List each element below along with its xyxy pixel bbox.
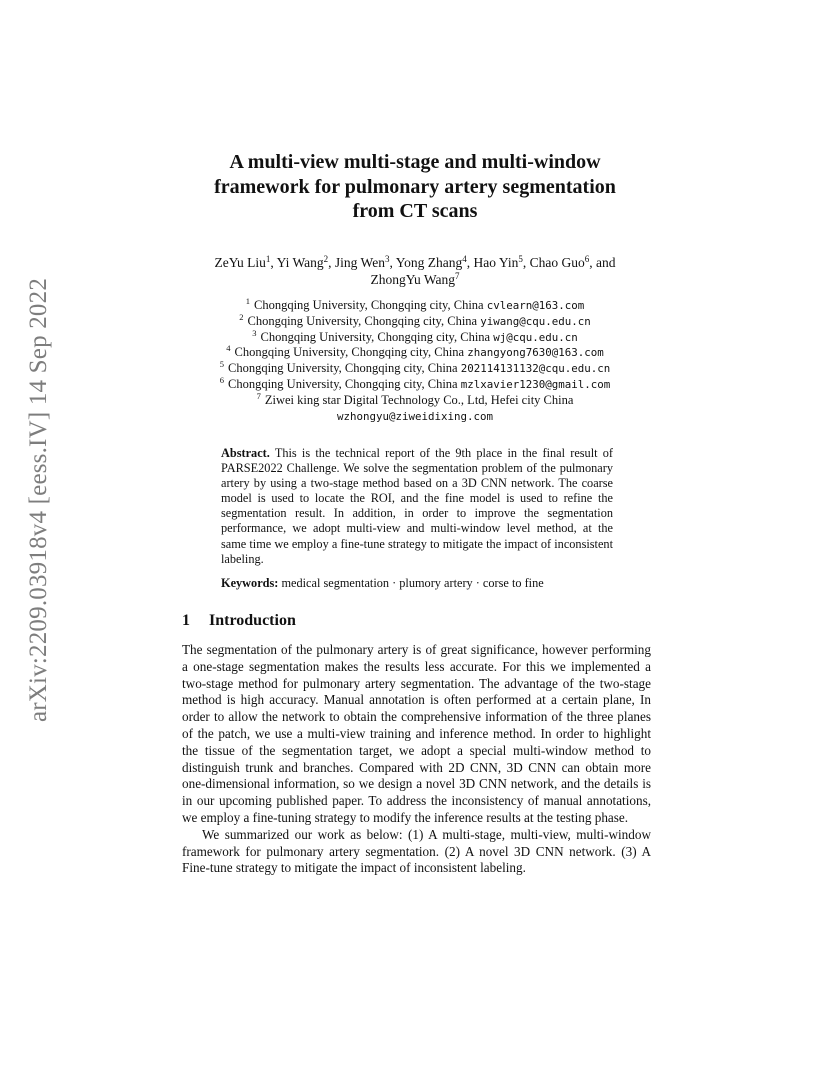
affiliation: $^7$ Ziwei king star Digital Technology Co., Ltd, Hefei city China [256, 390, 574, 407]
email: wj@cqu.edu.cn [493, 330, 578, 344]
email: zhangyong7630@163.com [467, 346, 604, 360]
keywords-label: Keywords: [221, 576, 279, 590]
author: Jing Wen$^3$, [334, 254, 396, 270]
author: Hao Yin$^5$, [473, 254, 530, 270]
author: ZhongYu Wang$^7$ [370, 271, 460, 287]
author: Yi Wang$^2$, [276, 254, 335, 270]
title-line-1: A multi-view multi-stage and multi-window [229, 151, 601, 173]
author: Yong Zhang$^4$, [395, 254, 474, 270]
section-number: 1 [182, 612, 190, 629]
affiliation: $^4$ Chongqing University, Chongqing city, China zhangyong7630@163.com [226, 343, 604, 360]
abstract-label: Abstract. [221, 446, 270, 460]
email: wzhongyu@ziweidixing.com [336, 409, 493, 423]
author-list [170, 254, 660, 288]
paper-title [150, 150, 680, 224]
keywords [221, 576, 613, 591]
affiliation: $^1$ Chongqing University, Chongqing city, China cvlearn@163.com [245, 296, 585, 312]
affiliation: $^6$ Chongqing University, Chongqing city, China mzlxavier1230@gmail.com [219, 374, 611, 391]
affiliation: $^3$ Chongqing University, Chongqing city, China wj@cqu.edu.cn [252, 327, 578, 344]
keywords-text: medical segmentation · plumory artery · corse to fine [281, 576, 544, 590]
email: cvlearn@163.com [486, 299, 585, 312]
author: ZeYu Liu$^1$, [214, 254, 277, 270]
affiliation: $^5$ Chongqing University, Chongqing city, China 202114131132@cqu.edu.cn [219, 359, 611, 376]
affiliation-list [180, 298, 650, 424]
email: 202114131132@cqu.edu.cn [460, 362, 611, 376]
abstract-text: This is the technical report of the 9th place in the final result of PARSE2022 Challenge. We solve the segmentation problem of the pulmonary artery by using a two-stage method based on a 3D CNN network. The coarse model is used to locate the ROI, and the fine model is used to refine the segmentation result. In addition, in order to improve the segmentation performance, we adopt multi-view and multi-window level method, at the same time we employ a fine-tune strategy to mitigate the impact of inconsistent labeling. [221, 446, 613, 566]
arxiv-sidebar [14, 230, 64, 770]
arxiv-identifier: arXiv:2209.03918v4 [eess.IV] 14 Sep 2022 [25, 277, 52, 723]
author: Chao Guo$^6$, and [529, 254, 616, 270]
abstract [221, 446, 613, 567]
title-line-3: from CT scans [352, 200, 478, 222]
section-body [182, 642, 651, 877]
section-title: Introduction [209, 612, 296, 629]
email: mzlxavier1230@gmail.com [460, 377, 611, 391]
affiliation: $^2$ Chongqing University, Chongqing city, China yiwang@cqu.edu.cn [239, 311, 591, 328]
title-line-2: framework for pulmonary artery segmentation [214, 175, 616, 198]
email: yiwang@cqu.edu.cn [480, 314, 591, 328]
paragraph: We summarized our work as below: (1) A multi-stage, multi-view, multi-window framework for pulmonary artery segmentation. (2) A novel 3D CNN network. (3) A Fine-tune strategy to mitigate the impact of inconsistent labeling. [182, 826, 651, 876]
section-heading [182, 612, 296, 630]
affiliation-email-line [180, 409, 650, 425]
paragraph: The segmentation of the pulmonary artery is of great significance, however performing a one-stage segmentation makes the results less accurate. For this we implemented a two-stage method for pulmonary artery segmentation. The advantage of the two-stage method is high accuracy. Manual annotation is often performed at a certain plane, In order to allow the network to obtain the comprehensive information of the three planes of the patch, we use a multi-view training and inference method. In order to highlight the tissue of the segmentation target, we adopt a special multi-window method to distinguish trunk and branches. Compared with 2D CNN, 3D CNN can obtain more one-dimensional information, so we design a novel 3D CNN network, and the details is in our upcoming published paper. To address the inconsistency of manual annotations, we employ a fine-tuning strategy to modify the inference results at the testing phase. [182, 642, 651, 825]
